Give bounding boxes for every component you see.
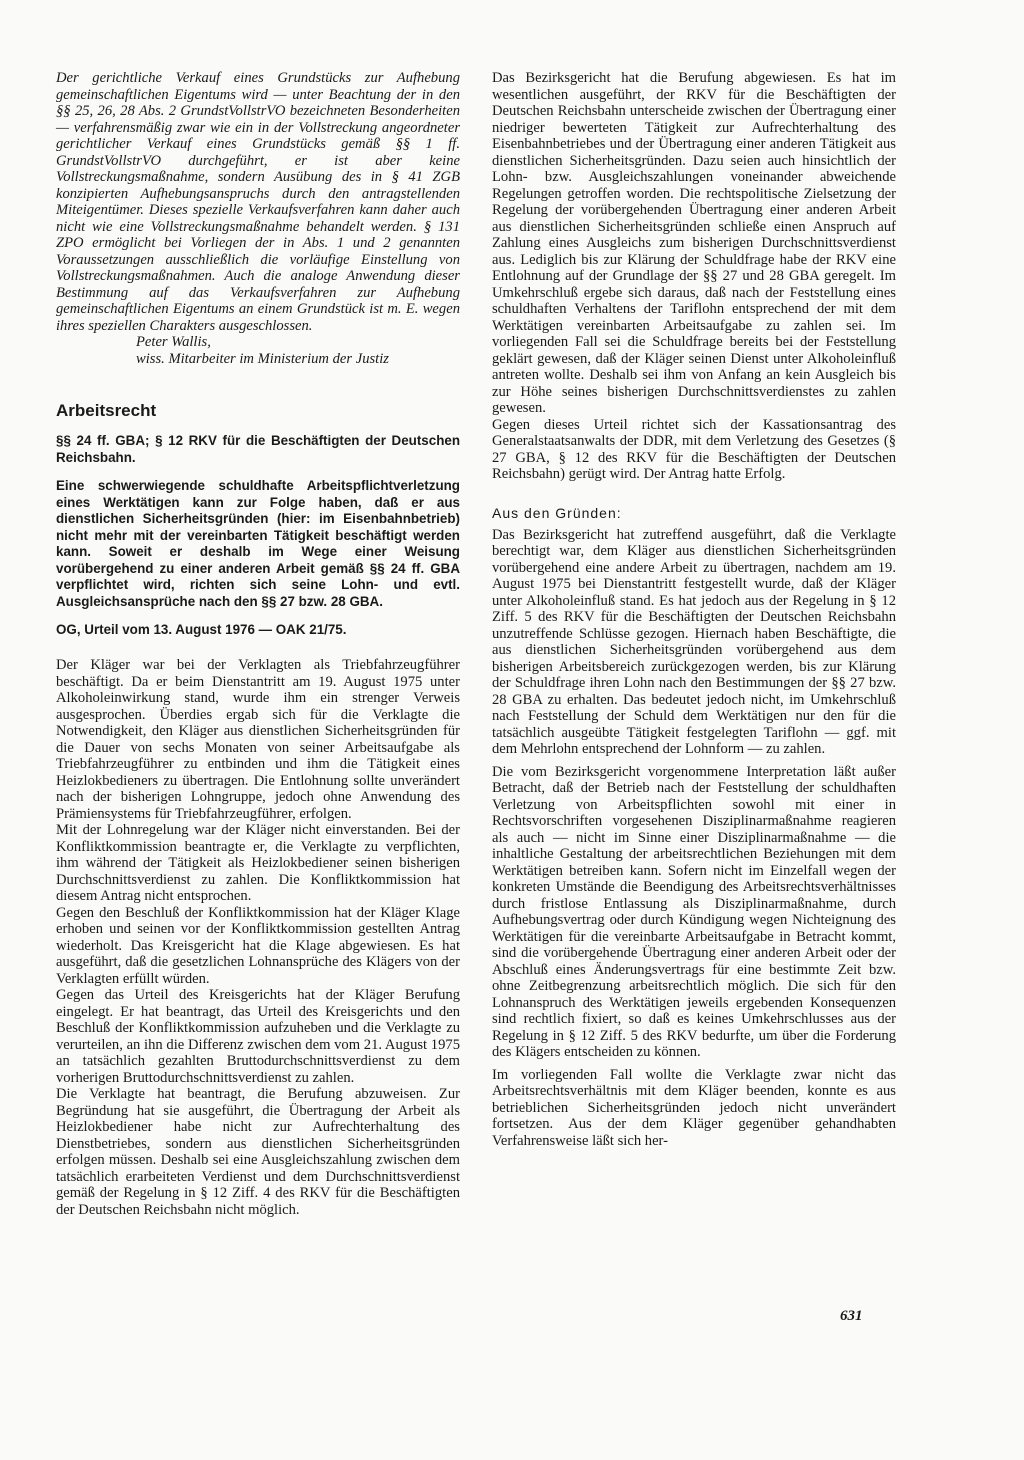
reasons-heading: Aus den Gründen: bbox=[492, 504, 622, 521]
body-paragraph: Gegen den Beschluß der Konfliktkommission hat der Kläger Klage erhoben und seinen vor der Konfliktkommission gestellten Antrag wiederholt. Das Kreisgericht hat die Klage abgewiesen. Es hat ausgeführt, daß die gesetzlichen Lohnansprüche des Klägers von der Verklagten erfüllt würden. bbox=[56, 904, 460, 987]
right-column bbox=[492, 70, 896, 1149]
body-paragraph: Im vorliegenden Fall wollte die Verklagte zwar nicht das Arbeitsrechtsverhältnis mit dem Kläger beenden, konnte es aus betrieblichen Sicherheitsgründen jedoch nicht unverändert fortsetzen. Aus der dem Kläger gegenüber gehandhabten Verfahrensweise läßt sich her- bbox=[492, 1066, 896, 1149]
legal-norms: §§ 24 ff. GBA; § 12 RKV für die Beschäftigten der Deutschen Reichsbahn. bbox=[56, 433, 460, 465]
page-number: 631 bbox=[840, 1308, 863, 1324]
body-paragraph: Das Bezirksgericht hat zutreffend ausgeführt, daß die Verklagte berechtigt war, dem Kläger aus dienstlichen Sicherheitsgründen vorübergehend eine andere Arbeit zu übertragen, nachdem am 19. August 1975 bei Dienstantritt festgestellt wurde, daß der Kläger unter Alkoholeinfluß stand. Es hat jedoch aus der Regelung in § 12 Ziff. 5 des RKV für die Beschäftigten der Deutschen Reichsbahn unzutreffende Schlüsse gezogen. Hiernach haben Beschäftigte, die aus dienstlichen Sicherheitsgründen vorübergehend aus dem bisherigen Arbeitsbereich zurückgezogen werden, bis zur Klärung der Schuldfrage ihren Lohn nach den Bestimmungen der §§ 27 bzw. 28 GBA zu erhalten. Das bedeutet jedoch nicht, im Umkehrschluß nach Feststellung der Schuld dem Werktätigen nur den für die tatsächlich ausgeübte Tätigkeit festgelegten Tariflohn — ggf. mit dem Mehrlohn entsprechend der Lohnform — zu zahlen. bbox=[492, 526, 896, 757]
body-paragraph: Das Bezirksgericht hat die Berufung abgewiesen. Es hat im wesentlichen ausgeführt, der RKV für die Beschäftigten der Deutschen Reichsbahn unterscheide zwischen der Übertragung einer niedriger bewerteten Tätigkeit zur Aufrechterhaltung des Eisenbahnbetriebes und der Übertragung einer anderen Tätigkeit aus dienstlichen Sicherheitsgründen. Dazu seien auch hinsichtlich der Lohn- bzw. Ausgleichszahlungen voneinander abweichende Regelungen getroffen worden. Die rechtspolitische Zielsetzung der Regelung der vorübergehenden Übertragung einer anderen Arbeit aus dienstlichen Sicherheitsgründen schließe einen Anspruch auf Zahlung eines Ausgleichs zum bisherigen Durchschnittsverdienst aus. Lediglich bis zur Klärung der Schuldfrage habe der RKV eine Entlohnung auf der Grundlage der §§ 27 und 28 GBA geregelt. Im Umkehrschluß ergebe sich daraus, daß nach der Feststellung eines schuldhaften Verhaltens der Tariflohn entsprechend der mit dem Werktätigen vereinbarten Arbeitsaufgabe zu zahlen sei. Im vorliegenden Fall sei die Schuldfrage bereits bei der Feststellung geklärt gewesen, daß der Kläger seinen Dienst unter Alkoholeinfluß antreten wollte. Deshalb sei ihm von Anfang an kein Ausgleich bis zur Höhe seines bisherigen Durchschnittsverdienstes zu zahlen gewesen. bbox=[492, 70, 896, 416]
section-title: Arbeitsrecht bbox=[56, 401, 157, 420]
author-name: Peter Wallis, bbox=[136, 334, 211, 350]
body-paragraph: Mit der Lohnregelung war der Kläger nicht einverstanden. Bei der Konfliktkommission beantragte er, die Verklagte zu verpflichten, ihm während der Tätigkeit als Heizlokbediener seinen bisherigen Durchschnittsverdienst zu zahlen. Die Konfliktkommission hat diesem Antrag nicht entsprochen. bbox=[56, 822, 460, 904]
body-paragraph: Die Verklagte hat beantragt, die Berufung abzuweisen. Zur Begründung hat sie ausgeführt, die Übertragung der Arbeit als Heizlokbediener habe nicht zur Aufrechterhaltung des Dienstbetriebes, sondern aus dienstlichen Sicherheitsgründen erfolgen müssen. Deshalb sei eine Ausgleichszahlung zwischen dem tatsächlich erarbeiteten Verdienst und dem Durchschnittsverdienst gemäß der Regelung in § 12 Ziff. 4 des RKV für die Beschäftigten der Deutschen Reichsbahn nicht möglich. bbox=[56, 1086, 460, 1218]
body-paragraph: Der Kläger war bei der Verklagten als Triebfahrzeugführer beschäftigt. Da er beim Dienstantritt am 19. August 1975 unter Alkoholeinwirkung stand, wurde ihm ein strenger Verweis ausgesprochen. Überdies ergab sich für die Verklagte die Notwendigkeit, den Kläger aus dienstlichen Sicherheitsgründen für die Dauer von sechs Monaten von seiner Arbeitsaufgabe als Triebfahrzeugführer zu entbinden und ihm die Tätigkeit eines Heizlokbedieners zu übertragen. Die Entlohnung sollte unverändert nach der bisherigen Lohngruppe, jedoch ohne Anwendung des Prämiensystems für Triebfahrzeugführer, erfolgen. bbox=[56, 657, 460, 822]
author-role: wiss. Mitarbeiter im Ministerium der Justiz bbox=[136, 350, 389, 367]
headnote: Eine schwerwiegende schuldhafte Arbeitspflichtverletzung eines Werktätigen kann zur Folge haben, daß er aus dienstlichen Sicherheitsgründen (hier: im Eisenbahnbetrieb) nicht mehr mit der vereinbarten Tätigkeit beschäftigt werden kann. Soweit er deshalb im Wege einer Weisung vorübergehend zu einer anderen Arbeit gemäß §§ 24 ff. GBA verpflichtet wird, richten sich seine Lohn- und evtl. Ausgleichsansprüche nach den §§ 27 bzw. 28 GBA. bbox=[56, 478, 460, 609]
left-column bbox=[56, 70, 460, 1218]
decision-reference: OG, Urteil vom 13. August 1976 — OAK 21/75. bbox=[56, 622, 347, 637]
author-signature bbox=[56, 334, 460, 367]
body-paragraph: Gegen dieses Urteil richtet sich der Kassationsantrag des Generalstaatsanwalts der DDR, mit dem Verletzung des Gesetzes (§ 27 GBA, § 12 des RKV für die Beschäftigten der Deutschen Reichsbahn) gerügt wird. Der Antrag hatte Erfolg. bbox=[492, 416, 896, 482]
intro-commentary bbox=[56, 70, 460, 334]
intro-paragraph: Der gerichtliche Verkauf eines Grundstücks zur Aufhebung gemeinschaftlichen Eigentums wird — unter Beachtung der in den §§ 25, 26, 28 Abs. 2 GrundstVollstrVO bezeichneten Besonderheiten — verfahrensmäßig zwar wie ein in der Vollstreckung angeordneter gerichtlicher Verkauf eines Grundstücks gemäß §§ 1 ff. GrundstVollstrVO durchgeführt, er ist aber keine Vollstreckungsmaßnahme, sondern Ausübung des in § 41 ZGB konzipierten Aufhebungsanspruchs durch den antragstellenden Miteigentümer. Dieses spezielle Verkaufsverfahren kann daher auch nicht wie eine Vollstreckungsmaßnahme behandelt werden. § 131 ZPO ermöglicht bei Vorliegen der in Abs. 1 und 2 genannten Voraussetzungen ausschließlich die vorläufige Einstellung von Vollstreckungsmaßnahmen. Auch die analoge Anwendung dieser Bestimmung auf das Verkaufsverfahren zur Aufhebung gemeinschaftlichen Eigentums an einem Grundstück ist m. E. wegen ihres speziellen Charakters ausgeschlossen. bbox=[56, 70, 460, 334]
body-paragraph: Die vom Bezirksgericht vorgenommene Interpretation läßt außer Betracht, daß der Betrieb nach der Feststellung der schuldhaften Verletzung von Arbeitspflichten sowohl mit einer in Rechtsvorschriften vorgesehenen Disziplinarmaßnahme reagieren als auch — nicht im Sinne einer Disziplinarmaßnahme — die inhaltliche Gestaltung der arbeitsrechtlichen Beziehungen mit dem Werktätigen betreiben kann. Sofern nicht im Einzelfall wegen der konkreten Umstände die Beendigung des Arbeitsrechtsverhältnisses durch fristlose Entlassung als Disziplinarmaßnahme, durch Aufhebungsvertrag oder durch Kündigung wegen Nichteignung des Werktätigen für die vereinbarte Arbeitsaufgabe in Betracht kommt, sind die vorübergehende Übertragung einer anderen Arbeit oder der Abschluß eines Änderungsvertrags für eine bestimmte Zeit bzw. ohne Zeitbegrenzung arbeitsrechtlich möglich. Die sich für den Lohnanspruch des Werktätigen jeweils ergebenden Konsequenzen sind rechtlich fixiert, so daß es keines Umkehrschlusses aus der Regelung in § 12 Ziff. 5 des RKV bedurfte, um über die Forderung des Klägers entscheiden zu können. bbox=[492, 763, 896, 1060]
body-paragraph: Gegen das Urteil des Kreisgerichts hat der Kläger Berufung eingelegt. Er hat beantragt, das Urteil des Kreisgerichts und den Beschluß der Konfliktkommission aufzuheben und die Verklagte zu verurteilen, an ihn die Differenz zwischen dem vom 21. August 1975 an tatsächlich gezahlten Bruttodurchschnittsverdienst zu dem vorherigen Bruttodurchschnittsverdienst zu zahlen. bbox=[56, 987, 460, 1086]
